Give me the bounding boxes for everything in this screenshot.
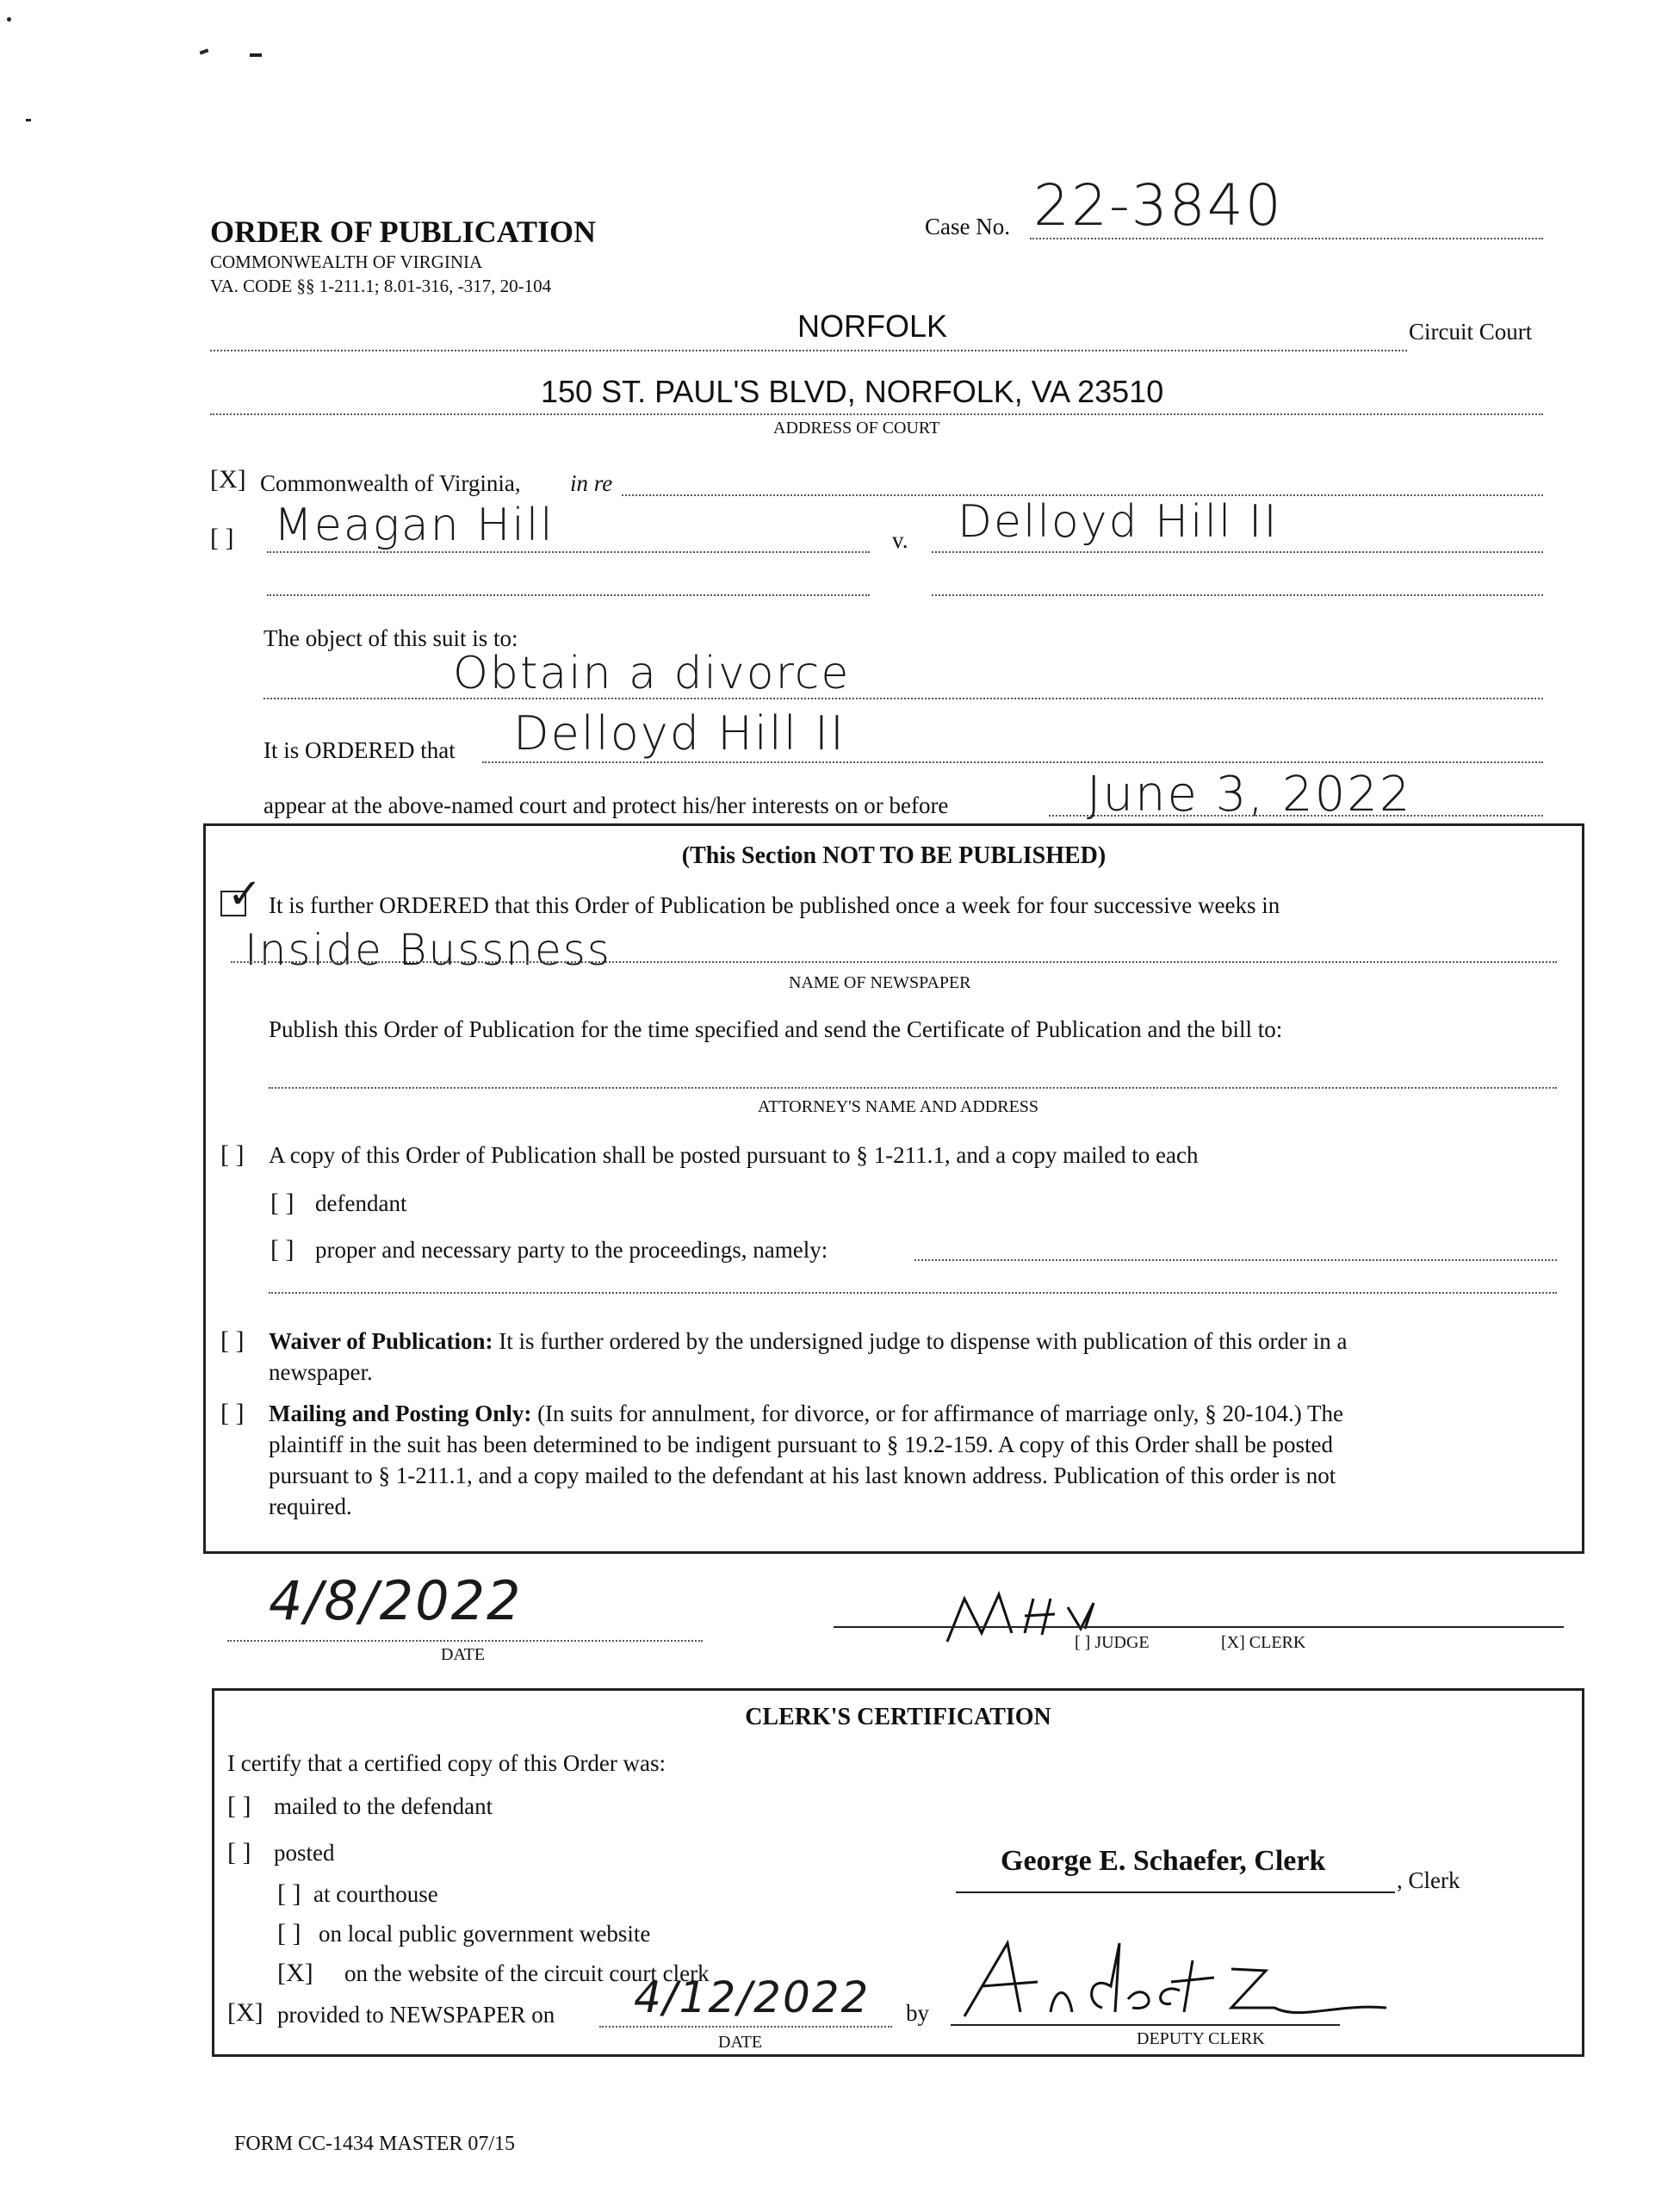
appear-date: June 3, 2022 — [1087, 767, 1412, 823]
clerk-signature — [930, 1581, 1188, 1650]
copy-posted-text: A copy of this Order of Publication shall be posted pursuant to § 1-211.1, and a copy mailed to each — [269, 1142, 1199, 1168]
address-line — [210, 413, 1543, 415]
case-label: Case No. — [925, 214, 1010, 239]
waiver-body: It is further ordered by the undersigned judge to dispense with publication of this order in a — [499, 1328, 1348, 1354]
mailed-option: mailed to the defendant — [274, 1793, 493, 1819]
court-suffix: Circuit Court — [1409, 319, 1533, 345]
object-line — [263, 698, 1543, 699]
in-re-label: in re — [570, 470, 613, 496]
mailing-body-1: (In suits for annulment, for divorce, or for affirmance of marriage only, § 20-104.) The — [537, 1401, 1344, 1426]
plaintiff-name: Meagan Hill — [274, 500, 555, 551]
defendant-option: defendant — [315, 1190, 407, 1216]
courthouse-option: at courthouse — [313, 1881, 438, 1907]
proper-party-option: proper and necessary party to the proceedings, namely: — [315, 1237, 828, 1263]
plaintiff-line — [267, 551, 870, 553]
defendant-line — [932, 551, 1543, 553]
versus-label: v. — [892, 527, 908, 553]
attorney-line — [269, 1087, 1557, 1089]
mailing-text-2: plaintiff in the suit has been determined to be indigent pursuant to § 19.2-159. A copy of this Order shall be posted — [269, 1432, 1334, 1457]
deputy-caption: DEPUTY CLERK — [1137, 2029, 1265, 2048]
clerk-name-line — [956, 1891, 1395, 1893]
waiver-title: Waiver of Publication: — [269, 1328, 493, 1354]
scan-speck — [26, 119, 31, 121]
ordered-label: It is ORDERED that — [263, 737, 456, 763]
address-caption: ADDRESS OF COURT — [773, 419, 940, 438]
form-subtitle: COMMONWEALTH OF VIRGINIA — [210, 252, 483, 272]
proper-party-line-2 — [269, 1292, 1557, 1294]
object-label: The object of this suit is to: — [263, 625, 518, 651]
ordered-line — [482, 761, 1543, 763]
object-value: Obtain a divorce — [453, 648, 851, 699]
unpublished-heading: (This Section NOT TO BE PUBLISHED) — [681, 842, 1107, 869]
clerk-name: George E. Schaefer, Clerk — [1001, 1845, 1326, 1877]
commonwealth-checkbox[interactable]: [X] — [210, 465, 246, 494]
proper-party-checkbox[interactable]: [ ] — [270, 1235, 294, 1264]
posted-checkbox[interactable]: [ ] — [227, 1838, 251, 1866]
judge-option[interactable]: [ ] JUDGE — [1075, 1633, 1150, 1652]
provided-date-line — [599, 2026, 892, 2028]
check-mark: ✓ — [227, 870, 264, 918]
provided-option: provided to NEWSPAPER on — [277, 2002, 555, 2028]
newspaper-caption: NAME OF NEWSPAPER — [789, 973, 971, 992]
waiver-text-2: newspaper. — [269, 1359, 373, 1385]
court-name: NORFOLK — [797, 308, 948, 344]
clerk-suffix: , Clerk — [1397, 1867, 1460, 1893]
defendant-name: Delloyd Hill II — [958, 496, 1279, 548]
defendant-line-2 — [932, 594, 1543, 596]
proper-party-line — [914, 1259, 1557, 1261]
waiver-checkbox[interactable]: [ ] — [220, 1326, 245, 1355]
order-date: 4/8/2022 — [269, 1569, 523, 1632]
mailing-title: Mailing and Posting Only: — [269, 1401, 532, 1426]
form-number: FORM CC-1434 MASTER 07/15 — [234, 2133, 516, 2155]
certification-heading: CLERK'S CERTIFICATION — [745, 1704, 1051, 1730]
deputy-line — [951, 2024, 1340, 2026]
publish-text: Publish this Order of Publication for the time specified and send the Certificate of Publication and the bill to: — [269, 1016, 1283, 1042]
scan-speck — [200, 48, 209, 54]
posted-option: posted — [274, 1840, 335, 1866]
provided-checkbox[interactable]: [X] — [227, 1998, 263, 2027]
further-ordered-text: It is further ORDERED that this Order of Publication be published once a week for four successive weeks in — [269, 892, 1280, 918]
defendant-checkbox[interactable]: [ ] — [270, 1189, 294, 1217]
certification-intro: I certify that a certified copy of this Order was: — [227, 1750, 666, 1776]
signature-line — [834, 1626, 1564, 1628]
party-checkbox[interactable]: [ ] — [210, 524, 234, 552]
form-statute: VA. CODE §§ 1-211.1; 8.01-316, -317, 20-104 — [210, 276, 552, 296]
provided-date-caption: DATE — [718, 2033, 763, 2052]
provided-date: 4/12/2022 — [634, 1972, 871, 2022]
scan-speck — [250, 53, 262, 57]
circuit-website-checkbox[interactable]: [X] — [277, 1959, 313, 1987]
circuit-website-option: on the website of the circuit court clerk — [344, 1960, 710, 1986]
appear-line — [1049, 815, 1543, 817]
plaintiff-line-2 — [267, 594, 870, 596]
court-line — [210, 350, 1407, 351]
newspaper-line — [231, 961, 1557, 963]
copy-posted-checkbox[interactable]: [ ] — [220, 1140, 245, 1169]
order-date-line — [227, 1640, 703, 1642]
appear-label: appear at the above-named court and protect his/her interests on or before — [263, 792, 949, 818]
mailing-checkbox[interactable]: [ ] — [220, 1399, 245, 1427]
attorney-caption: ATTORNEY'S NAME AND ADDRESS — [758, 1097, 1039, 1116]
courthouse-checkbox[interactable]: [ ] — [277, 1879, 301, 1908]
newspaper-name: Inside Bussness — [245, 925, 611, 975]
mailing-text-4: required. — [269, 1494, 352, 1519]
commonwealth-label: Commonwealth of Virginia, — [260, 470, 521, 496]
order-date-caption: DATE — [441, 1645, 486, 1664]
waiver-text — [269, 1328, 1348, 1355]
clerk-option[interactable]: [X] CLERK — [1221, 1633, 1306, 1652]
local-website-option: on local public government website — [319, 1921, 651, 1947]
court-address: 150 ST. PAUL'S BLVD, NORFOLK, VA 23510 — [541, 374, 1164, 409]
deputy-signature — [956, 1926, 1404, 2029]
form-title: ORDER OF PUBLICATION — [210, 214, 597, 249]
by-label: by — [906, 2000, 929, 2026]
mailing-text — [269, 1401, 1343, 1427]
scan-speck — [7, 17, 11, 22]
ordered-value: Delloyd Hill II — [513, 706, 846, 761]
mailed-checkbox[interactable]: [ ] — [227, 1792, 251, 1820]
case-number: 22-3840 — [1033, 172, 1283, 239]
mailing-text-3: pursuant to § 1-211.1, and a copy mailed to the defendant at his last known address. Publication of this order is not — [269, 1463, 1336, 1488]
local-website-checkbox[interactable]: [ ] — [277, 1919, 301, 1947]
